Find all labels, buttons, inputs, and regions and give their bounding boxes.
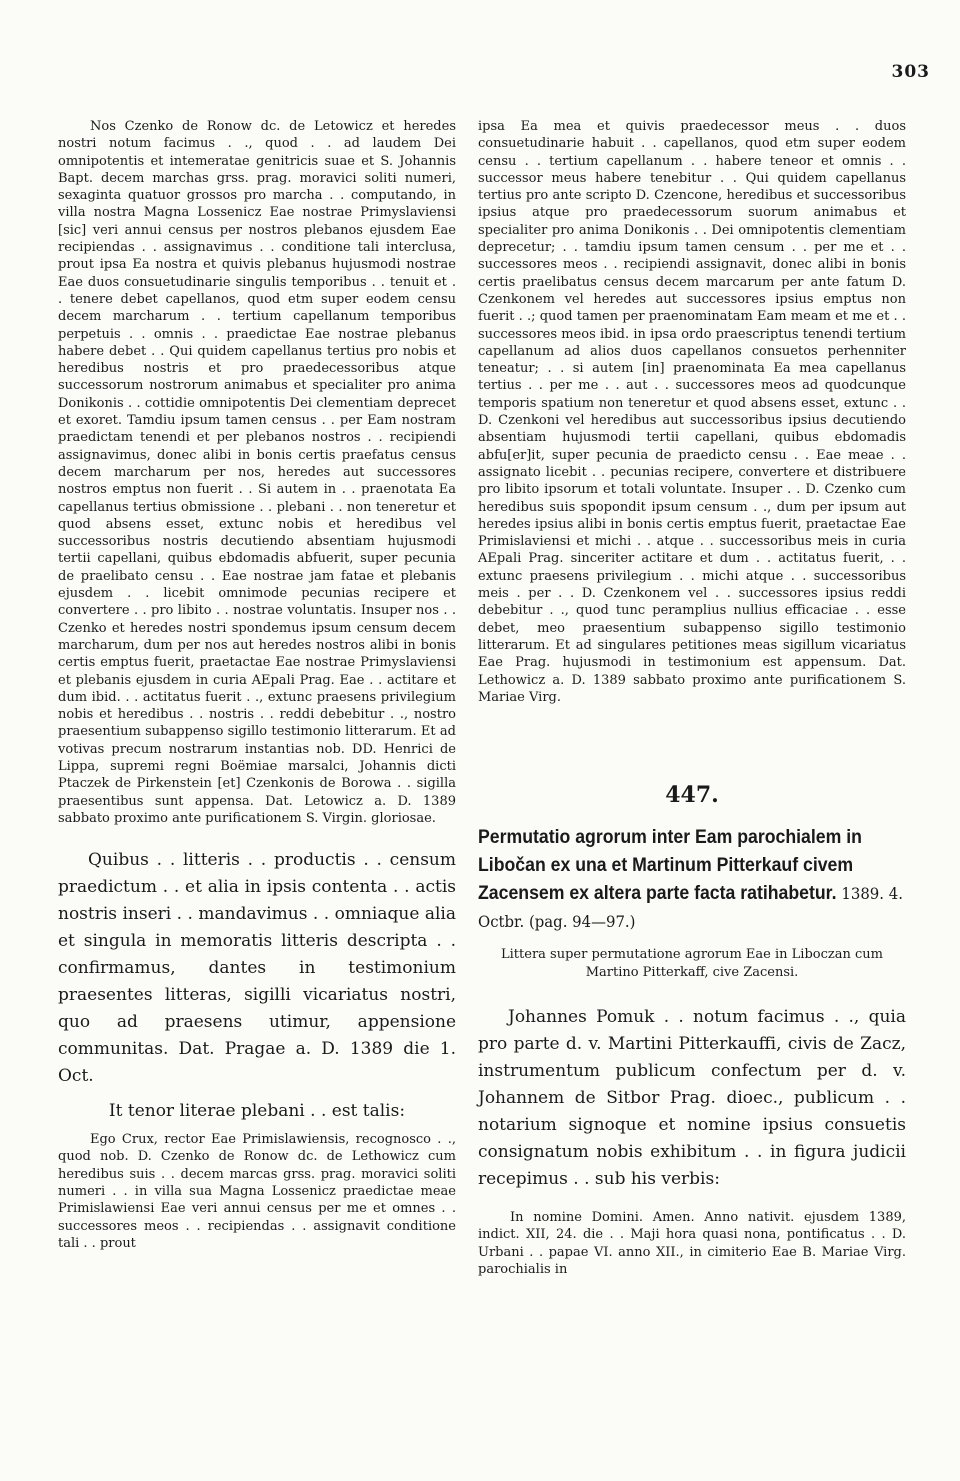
tenor-line: It tenor literae plebani . . est talis: [108,1101,406,1122]
document-heading-date: 1389. 4. Octbr. (pag. 94—97.) [478,884,903,932]
document-intro-text: Johannes Pomuk . . notum facimus . ., quia pro parte d. v. Martini Pitterkauffi, civis de Zacz, instrumentum publicum confectum per d. v. Johannem de Sitbor Prag. dioec., publicum . . notarium signoque et nomine ipsius consuetis consignatum nobis exhibitum . . in figura judicii recepimus . . sub his verbis: [478,1007,906,1190]
page-number: 303 [891,62,930,82]
charter-text-continued: ipsa Ea mea et quivis praedecessor meus . . duos consuetudinarie habuit . . capellanos, quod etm super eodem censu . . tertium capellanum . . habere teneor et omnis . . successor meus habere tenebitur . . Qui quidem capellanus tertius pro ante scripto D. Czencone, heredibus et successoribus ipsius atque pro praedecessorum suorum animabus et specialiter pro anima Donikonis . . Dei omnipotentis clementiam deprecetur; . . tamdiu ipsum tamen censum . . per me et . . successores meos . . recipiendi assignavit, donec alibi in bonis certis praelibatus census decem marcarum per ante fatum D. Czenkonem vel heredes aut successores ipsius emptus non fuerit . .; quod tamen per praenominatam Eam meam et me et . . successores meos ibid. in ipsa ordo praescriptus tenendi tertium capellanum ad alios duos capellanos consuetos perhenniter teneatur; . . si autem [in] praenominata Ea mea capellanus tertius . . per me . . aut . . successores meos ad quodcunque temporis spatium non teneretur et quod absens esset, extunc . . D. Czenkoni vel heredibus aut successoribus ipsius decutiendo absentiam hujusmodi tertii capellani, quibus ebdomadis abfu[er]it, super pecunia de praedicto censu . . Eae meae . . assignato licebit . . pecunias recipere, convertere et distribuere pro libito ipsorum et totali voluntate. Insuper . . D. Czenko cum heredibus suis spopondit ipsum censum . ., dum per ipsum aut heredes ipsius alibi in bonis certis emptus fuerit, praetactae Eae Primislaviensi et michi . . atque . . successoribus meis in curia AEpali Prag. sinceriter actitare et dum . . actitatus fuerit, . . extunc praesens privilegium . . michi atque . . successoribus meis . per . . D. Czenkonem vel . . successores ipsius reddi debebitur . ., quod tunc peramplius nullius efficaciae . . esse debet, meo praesentium subappenso sigillo testimonio litterarum. Et ad singulares petitiones meas sigillum vicariatus Eae Prag. hujusmodi in testimonium est appensum. Dat. Lethowicz a. D. 1389 sabbato proximo ante purificationem S. Mariae Virg. [478,119,906,705]
left-column [58,118,456,1252]
document-summary: Littera super permutatione agrorum Eae in Liboczan cum Martino Pitterkaff, cive Zacensi. [501,947,883,981]
document-heading [478,824,906,936]
document-number: 447. [665,782,719,809]
confirmation-text: Quibus . . litteris . . productis . . censum praedictum . . et alia in ipsis contenta . . actis nostris inseri . . mandavimus . . omniaque alia et singula in memoratis litteris descripta . . confirmamus, dantes in testimonium praesentes litteras, sigilli vicariatus nostri, quo ad praesens utimur, appensione communitas. Dat. Pragae a. D. 1389 die 1. Oct. [58,850,456,1087]
document-heading-text: Permutatio agrorum inter Eam parochialem in Libočan ex una et Martinum Pitterkauf civem Zacensem ex altera parte facta ratihabetur. [478,827,862,905]
charter-text-crux: Ego Crux, rector Eae Primislawiensis, recognosco . ., quod nob. D. Czenko de Ronow dc. de Lethowicz cum heredibus suis . . decem marcas grss. prag. moravici soliti numeri . . in villa sua Magna Lossenicz praedictae meae Primislawiensi Eae veri annui census per me et omnes . . successores meos . . recipiendas . . assignavit conditione tali . . prout [58,1132,456,1251]
right-column [478,118,906,1278]
instrument-text: In nomine Domini. Amen. Anno nativit. ejusdem 1389, indict. XII, 24. die . . Maji hora quasi nona, pontificatus . . D. Urbani . . papae VI. anno XII., in cimiterio Eae B. Mariae Virg. parochialis in [478,1210,906,1277]
charter-text-czenko: Nos Czenko de Ronow dc. de Letowicz et heredes nostri notum facimus . ., quod . . ad laudem Dei omnipotentis et intemeratae genitricis suae et S. Johannis Bapt. decem marchas grss. prag. moravici soliti numeri, sexaginta quatuor grossos pro marcha . . computando, in villa nostra Magna Lossenicz Eae nostrae Primyslaviensi [sic] veri annui census per nostros plebanos ejusdem Eae recipiendas . . assignavimus . . conditione tali interclusa, prout ipsa Ea nostra et quivis plebanus hujusmodi nostrae Eae duos consuetudinarie singulis temporibus . . tenuit et . . tenere debet capellanos, quod etm super eodem censu decem marcharum . . tertium capellanum temporibus perpetuis . . omnis . . praedictae Eae nostrae plebanus habere debet . . Qui quidem capellanus tertius pro nobis et heredibus nostris et pro praedecessoribus atque successorum nostrorum animabus et specialiter pro anima Donikonis . . cottidie omnipotentis Dei clementiam deprecet et exoret. Tamdiu ipsum tamen census . . per Eam nostram praedictam tenendi et per plebanos nostros . . recipiendi assignavimus, donec alibi in bonis certis praefatus census decem marcharum per nos, heredes aut successores nostros emptus non fuerit . . Si autem in . . praenotata Ea capellanus tertius obmissione . . plebani . . non teneretur et quod absens esset, extunc nobis et heredibus vel successoribus nostris decutiendo absentiam hujusmodi tertii capellani, quibus ebdomadis abfuerit, super pecunia de praelibato censu . . Eae nostrae jam fatae et plebanis ejusdem . . licebit omnimode pecunias recipere et convertere . . pro libito . . nostrae voluntatis. Insuper nos . . Czenko et heredes nostri spondemus ipsum censum decem marcharum, dum per nos aut heredes nostros alibi in bonis certis emptus fuerit, praetactae Eae nostrae Primyslaviensi et plebanis ejusdem in curia AEpali Prag. Eae . . actitare et dum ibid. . . actitatus fuerit . ., extunc praesens privilegium nobis et heredibus . . nostris . . reddi debebitur . ., nostro praesentium subappenso sigillo testimonio litterarum. Et ad votivas precum nostrarum instantias nob. DD. Henrici de Lippa, supremi regni Boëmiae marsalci, Johannis dicti Ptaczek de Pirkenstein [et] Czenkonis de Borowa . . sigilla praesentibus sunt appensa. Dat. Letowicz a. D. 1389 sabbato proximo ante purificationem S. Virgin. gloriosae. [58,119,456,826]
